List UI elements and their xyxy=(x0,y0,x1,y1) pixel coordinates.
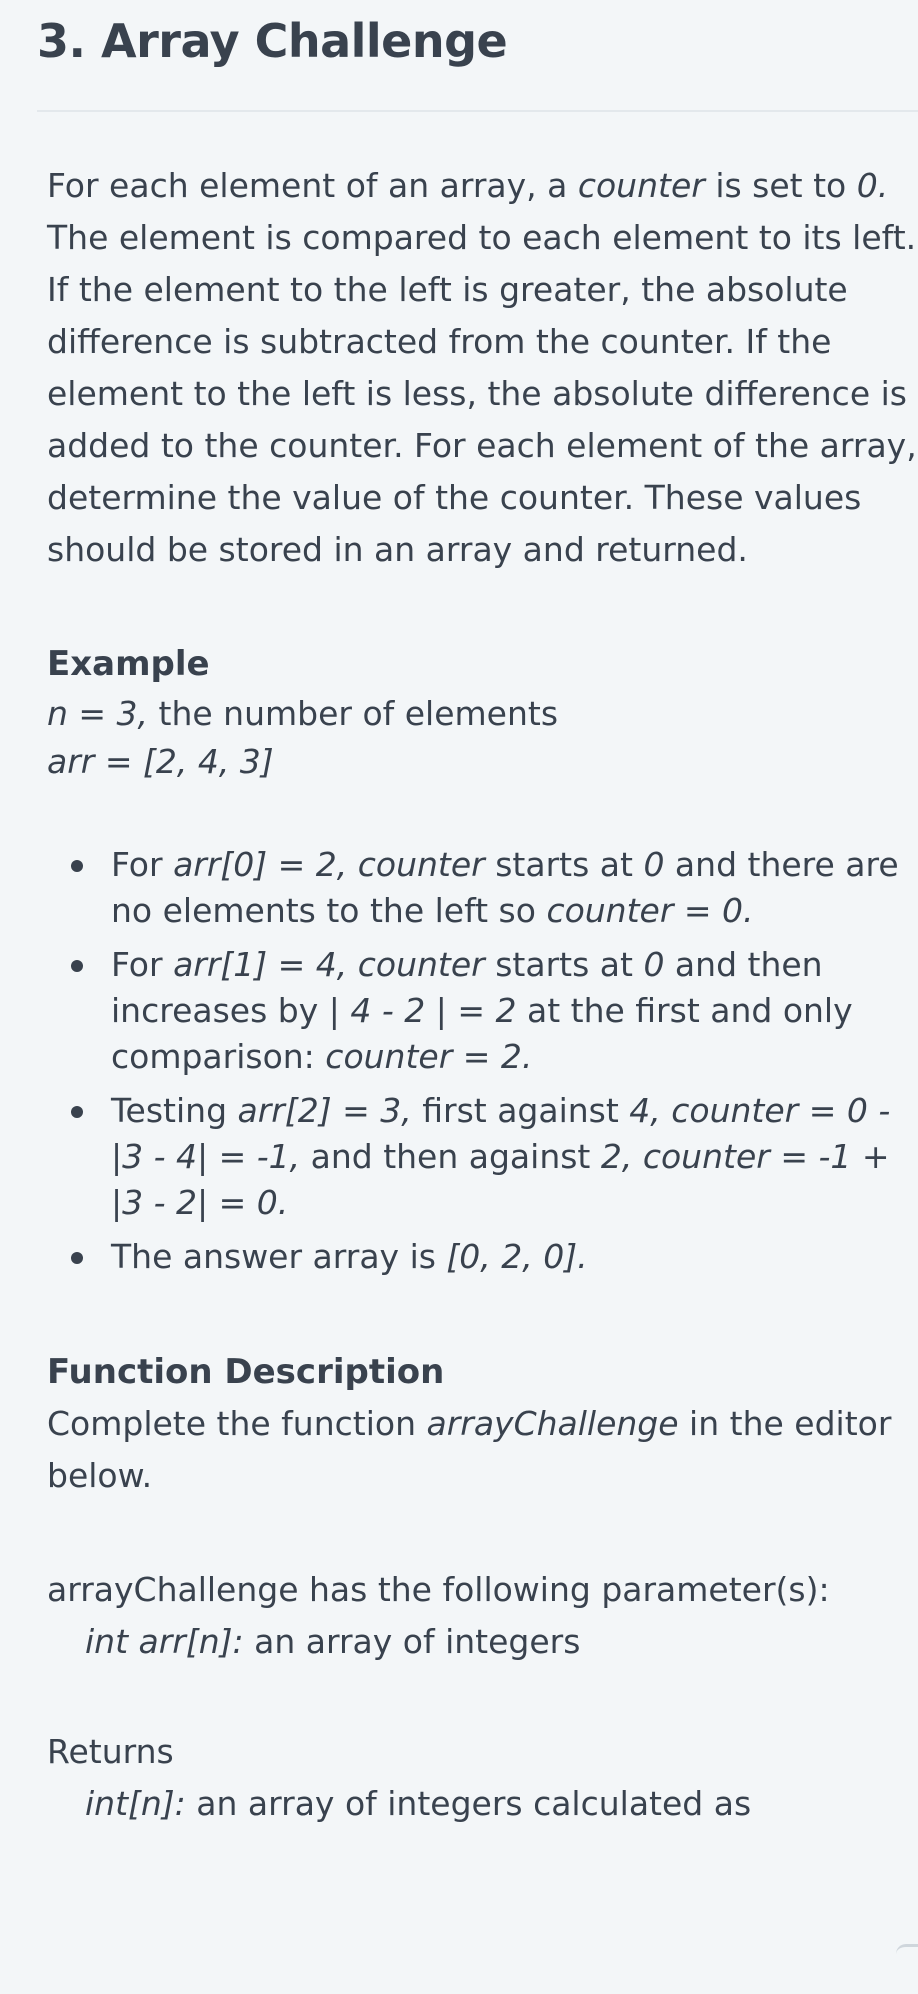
page-title: 3. Array Challenge xyxy=(37,14,508,68)
bullet-icon xyxy=(71,1252,83,1264)
bullet-2-text-3: and then increases by xyxy=(111,945,823,1030)
list-item xyxy=(47,942,917,1080)
bullet-3-term-1: arr[2] = 3, xyxy=(237,1091,412,1130)
function-description-heading: Function Description xyxy=(47,1352,445,1392)
bullet-1-text-3: and there are no elements to the left so xyxy=(111,845,899,930)
returns-type: int[n]: xyxy=(85,1784,186,1823)
fd-text-2: in the editor below. xyxy=(47,1404,892,1495)
bullet-1-term-2: 0 xyxy=(643,845,665,884)
intro-text-3: The element is compared to each element to its left. If the element to the left is greater, the absolute difference is subtracted from the counter. If the element to the left is less, the absolute difference is added to the counter. For each element of the array, determine the value of the counter. These values should be stored in an array and returned. xyxy=(47,218,917,569)
bullet-icon xyxy=(71,1106,83,1118)
intro-text-2: is set to xyxy=(704,166,857,205)
bullet-2-text-1: For xyxy=(111,945,174,984)
bullet-3-text-1: Testing xyxy=(111,1091,238,1130)
param-signature: int arr[n]: xyxy=(85,1622,244,1661)
example-n-text: the number of elements xyxy=(148,694,559,733)
intro-text-1: For each element of an array, a xyxy=(47,166,578,205)
bullet-1-text-2: starts at xyxy=(484,845,644,884)
bullet-2-term-3: | 4 - 2 | = 2 xyxy=(328,991,517,1030)
intro-counter-term: counter xyxy=(577,166,705,205)
example-n-line xyxy=(47,690,917,738)
bullet-3-term-3: 2, counter = -1 + |3 - 2| = 0. xyxy=(111,1137,890,1222)
params-intro: arrayChallenge has the following parameter(s): xyxy=(47,1570,830,1609)
title-divider xyxy=(37,110,918,112)
bullet-3-text-3: and then against xyxy=(300,1137,601,1176)
example-n-term: n = 3, xyxy=(47,694,149,733)
list-item xyxy=(47,842,917,934)
intro-paragraph xyxy=(47,160,917,576)
param-line xyxy=(47,1616,917,1668)
list-item xyxy=(47,1234,917,1280)
bullet-1-term-1: arr[0] = 2, counter xyxy=(173,845,485,884)
list-item xyxy=(47,1088,917,1226)
bullet-4-text-1: The answer array is xyxy=(111,1237,447,1276)
bullet-icon xyxy=(71,960,83,972)
bullet-4-term-1: [0, 2, 0]. xyxy=(446,1237,588,1276)
intro-zero-term: 0. xyxy=(856,166,889,205)
fd-text-1: Complete the function xyxy=(47,1404,427,1443)
bullet-2-term-1: arr[1] = 4, counter xyxy=(173,945,485,984)
example-heading: Example xyxy=(47,644,210,684)
returns-heading: Returns xyxy=(47,1732,174,1771)
returns-line xyxy=(47,1778,917,1830)
function-description-text xyxy=(47,1398,917,1502)
bullet-1-text-1: For xyxy=(111,845,174,884)
bullet-2-text-2: starts at xyxy=(484,945,644,984)
param-description: an array of integers xyxy=(243,1622,581,1661)
edge-handle-icon xyxy=(896,1944,918,1957)
fd-function-name: arrayChallenge xyxy=(426,1404,679,1443)
example-bullets xyxy=(47,842,917,1280)
returns-description: an array of integers calculated as xyxy=(185,1784,752,1823)
bullet-1-term-3: counter = 0. xyxy=(546,891,754,930)
bullet-icon xyxy=(71,860,83,872)
example-arr-term: arr = [2, 4, 3] xyxy=(47,742,274,781)
bullet-2-text-4: at the first and only comparison: xyxy=(111,991,853,1076)
bullet-3-term-2: 4, counter = 0 - |3 - 4| = -1, xyxy=(111,1091,891,1176)
example-arr-line xyxy=(47,738,917,786)
bullet-2-term-2: 0 xyxy=(643,945,665,984)
problem-statement xyxy=(47,160,917,1830)
bullet-3-text-2: first against xyxy=(411,1091,630,1130)
bullet-2-term-4: counter = 2. xyxy=(325,1037,533,1076)
